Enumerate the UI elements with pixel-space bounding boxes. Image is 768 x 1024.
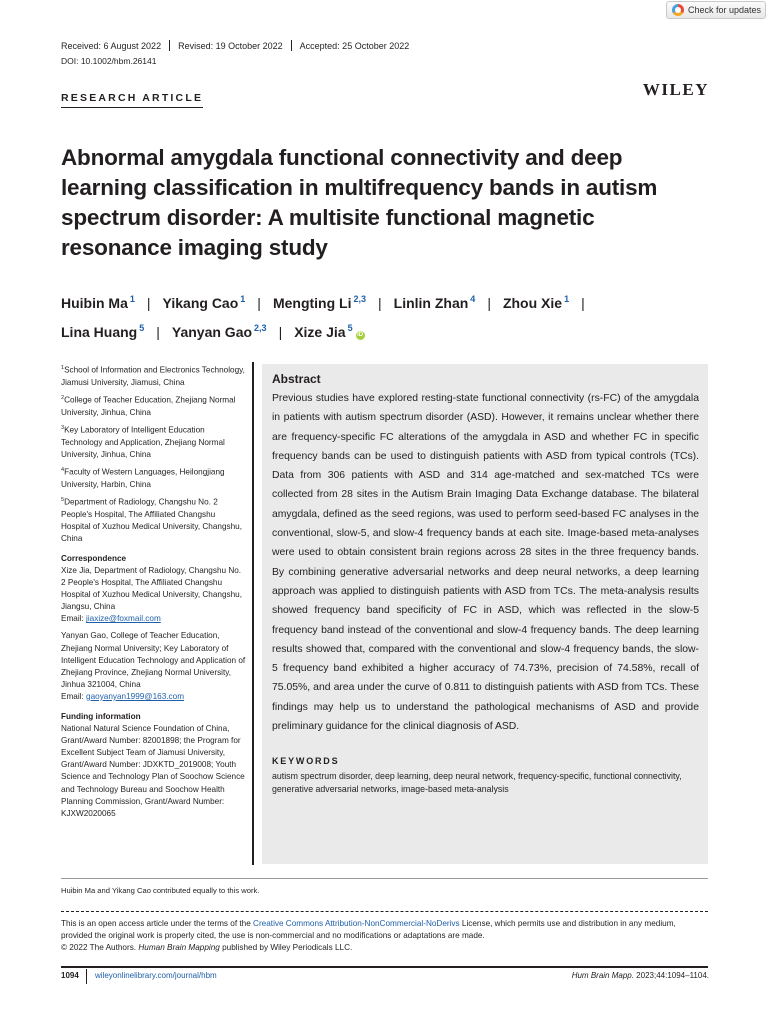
affiliation: $^4$Faculty of Western Languages, Heilongjiang University, Harbin, China <box>61 466 225 489</box>
revised-date: Revised: 19 October 2022 <box>178 40 283 51</box>
received-date: Received: 6 August 2022 <box>61 40 162 51</box>
publisher-logo: WILEY <box>642 80 709 99</box>
author[interactable]: Yikang Cao $^1$ <box>162 294 246 311</box>
divider <box>61 878 708 879</box>
orcid-icon[interactable]: iD <box>357 332 364 338</box>
correspondence-heading: Correspondence <box>61 553 127 563</box>
author[interactable]: Huibin Ma $^1$ <box>61 294 135 311</box>
email-link[interactable]: jiaxize@foxmail.com <box>86 614 161 624</box>
author[interactable]: Lina Huang $^5$ <box>61 323 145 340</box>
page-number: 1094 <box>61 971 79 980</box>
abstract-text: Previous studies have explored resting-state functional connectivity (rs-FC) of the amygdala in patients with autism spectrum disorder (ASD). However, it remains unclear whether there are frequency-specific FC alterations of the amygdala in ASD and whether FC in specific frequency bands can be used to distinguish patients with ASD from typical controls (TCs). Data from 306 patients with ASD and 314 age-matched and sex-matched TCs were collected from 28 sites in the Autism Brain Imaging Data Exchange database. The bilateral amygdala, defined as the seed regions, was used to perform seed-based FC analyses in the conventional, slow-5, and slow-4 frequency bands at each site. Image-based meta-analyses were used to obtain consistent brain regions across 28 sites in the three frequency bands. By combining generative adversarial networks and deep neural networks, a deep learning approach was applied to distinguish patients with ASD from TCs. The meta-analysis results showed frequency band specificity of FC in ASD, which was reflected in the slow-5 frequency band instead of the conventional and slow-4 frequency bands. The deep learning results showed that, compared with the conventional and slow-4 frequency bands, the slow-5 frequency band exhibited a higher accuracy of 74.73%, precision of 74.58%, recall of 75.05%, and area under the curve of 0.811 to distinguish patients with ASD from TCs. These findings may help us to understand the pathological mechanisms of ASD and provide preliminary guidance for the clinical diagnosis of ASD. <box>272 393 699 733</box>
column-divider <box>252 362 254 865</box>
affiliation: $^2$College of Teacher Education, Zhejiang Normal University, Jinhua, China <box>61 394 236 417</box>
divider <box>291 40 292 51</box>
dashed-divider <box>61 911 708 912</box>
author[interactable]: Mengting Li $^{2,3}$ <box>272 294 366 311</box>
divider <box>86 969 87 984</box>
keywords-text: autism spectrum disorder, deep learning, deep neural network, frequency-specific, functional connectivity, generative adversarial networks, image-based meta-analysis <box>272 771 682 795</box>
correspondence-text: Yanyan Gao, College of Teacher Education, Zhejiang Normal University; Key Laboratory of Intelligent Education Technology and Application of Zhejiang Province, Zhejiang Normal University, Jinhua 321004, China Email: gaoyanyan1999@163.com <box>61 631 246 701</box>
left-sidebar <box>61 362 247 820</box>
check-for-updates-button[interactable] <box>666 1 766 19</box>
footer-divider <box>61 966 708 968</box>
author-list: Huibin Ma $^1$ | Yikang Cao $^1$ | Mengting Li $^{2,3}$ | Linlin Zhan $^4$ | Zhou Xie $^1$ | Lina Huang $^5$ | Yanyan Gao $^{2,3}$ | Xize Jia $^5$iD <box>61 294 585 340</box>
license-link[interactable]: Creative Commons Attribution-NonCommercial-NoDerivs <box>253 919 460 928</box>
license-text: This is an open access article under the terms of the Creative Commons Attribution-NonCommercial-NoDerivs License, which permits use and distribution in any medium, provided the original work is properly cited, the use is non-commercial and no modifications or adaptations are made. © 2022 The Authors. Human Brain Mapping published by Wiley Periodicals LLC. <box>61 919 676 952</box>
article-type: RESEARCH ARTICLE <box>61 92 203 108</box>
check-for-updates-label: Check for updates <box>688 5 762 15</box>
citation: Hum Brain Mapp. 2023;44:1094–1104. <box>571 971 709 980</box>
article-title: Abnormal amygdala functional connectivity and deep learning classification in multifrequency bands in autism spectrum disorder: A multisite functional magnetic resonance imaging study <box>61 145 658 260</box>
doi: DOI: 10.1002/hbm.26141 <box>61 56 157 66</box>
affiliation: $^5$Department of Radiology, Changshu No. 2 People's Hospital, The Affiliated Changshu Hospital of Xuzhou Medical University, Changshu, China <box>61 496 242 543</box>
journal-site-link[interactable]: wileyonlinelibrary.com/journal/hbm <box>95 971 217 980</box>
divider <box>169 40 170 51</box>
keywords-heading: KEYWORDS <box>272 756 340 767</box>
accepted-date: Accepted: 25 October 2022 <box>299 40 410 51</box>
author[interactable]: Yanyan Gao $^{2,3}$ <box>171 323 267 340</box>
affiliation: $^1$School of Information and Electronics Technology, Jiamusi University, Jiamusi, China <box>61 365 245 387</box>
affiliation: $^3$Key Laboratory of Intelligent Education Technology and Application, Zhejiang Normal University, Jinhua, China <box>61 424 225 459</box>
author[interactable]: Zhou Xie $^1$ <box>502 294 570 311</box>
author[interactable]: Linlin Zhan $^4$ <box>393 294 476 311</box>
abstract-heading: Abstract <box>272 372 321 386</box>
funding-heading: Funding information <box>61 712 141 722</box>
crossmark-icon <box>672 4 684 16</box>
abstract-box <box>262 364 708 864</box>
author[interactable]: Xize Jia $^5$iD <box>294 323 364 340</box>
funding-text: National Natural Science Foundation of China, Grant/Award Number: 82001898; the Program for Excellent Subject Team of Jiamusi University, Grant/Award Number: JDXKTD_2019008; Youth Science and Technology Plan of Soochow Science and Technology Bureau and Soochow Health Planning Commission, Grant/Award Number: KJXW2020065 <box>61 724 245 818</box>
correspondence-text: Xize Jia, Department of Radiology, Changshu No. 2 People's Hospital, The Affiliated Changshu Hospital of Xuzhou Medical University, Changshu, Jiangsu, China Email: jiaxize@foxmail.com <box>61 565 242 624</box>
contribution-note: Huibin Ma and Yikang Cao contributed equally to this work. <box>61 886 260 895</box>
email-link[interactable]: gaoyanyan1999@163.com <box>86 691 185 701</box>
article-dates <box>61 40 409 51</box>
